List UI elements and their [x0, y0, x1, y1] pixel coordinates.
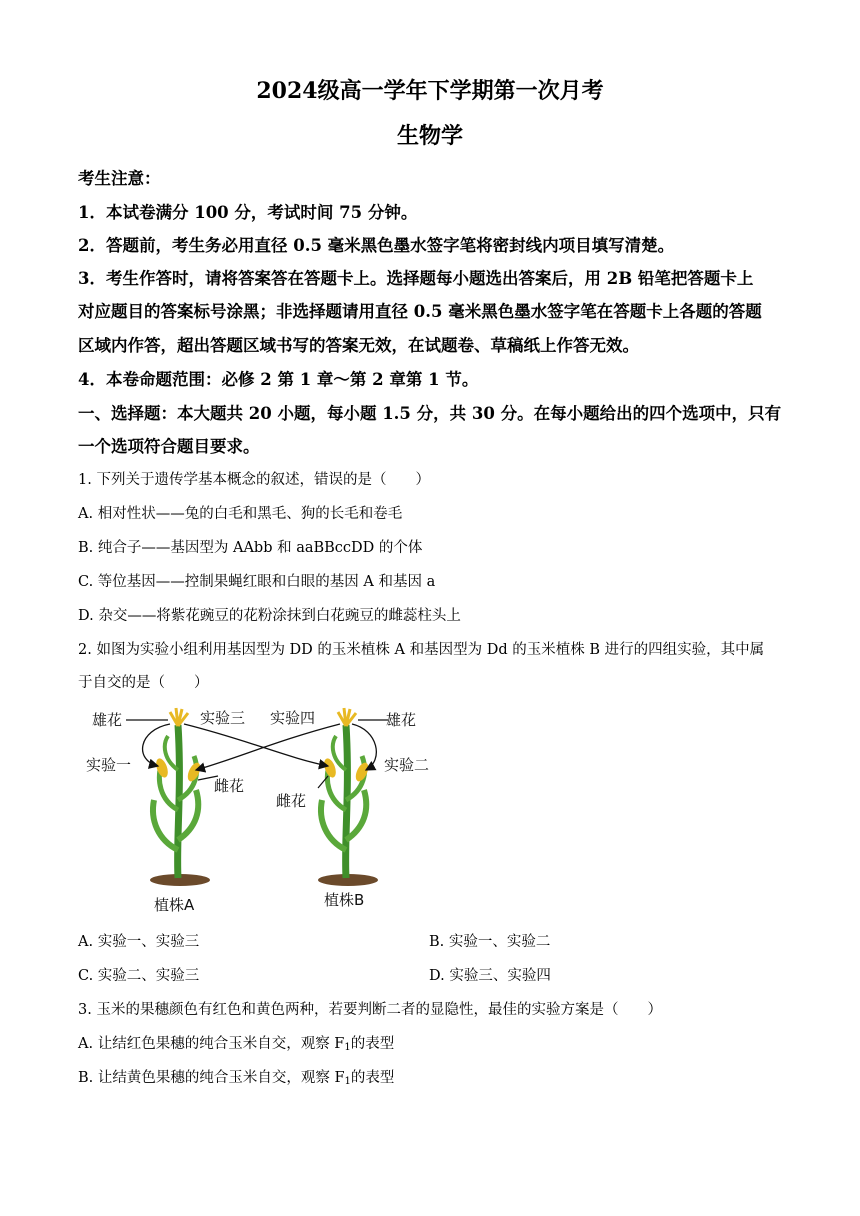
label-exp4: 实验四 — [270, 709, 316, 727]
plant-a — [150, 708, 210, 886]
label-male-flower-left: 雄花 — [92, 711, 123, 729]
q3-stem: 3. 玉米的果穗颜色有红色和黄色两种，若要判断二者的显隐性，最佳的实验方案是（ ） — [78, 1002, 662, 1018]
label-exp1: 实验一 — [86, 756, 132, 774]
label-female-left: 雌花 — [214, 777, 245, 795]
exam-title: 2024级高一学年下学期第一次月考 — [256, 78, 604, 104]
q3-option-b-sub: 1 — [344, 1076, 351, 1087]
q2-stem-cont: 于自交的是（ ） — [78, 675, 209, 691]
q1-option-d: D. 杂交——将紫花豌豆的花粉涂抹到白花豌豆的雌蕊柱头上 — [78, 608, 461, 624]
q1-stem: 1. 下列关于遗传学基本概念的叙述，错误的是（ ） — [78, 472, 430, 488]
plant-b — [318, 708, 378, 886]
q3-option-b — [78, 1066, 784, 1087]
notice-heading: 考生注意： — [78, 169, 161, 188]
section-heading-cont: 一个选项符合题目要求。 — [78, 437, 260, 456]
label-plant-a: 植株A — [154, 896, 195, 914]
q2-stem: 2. 如图为实验小组利用基因型为 DD 的玉米植株 A 和基因型为 Dd 的玉米植株 B 进行的四组实验，其中属 — [78, 642, 765, 658]
corn-experiment-figure — [78, 700, 448, 920]
label-male-flower-right: 雄花 — [386, 711, 417, 729]
notice-item-1: 1．本试卷满分 100 分，考试时间 75 分钟。 — [78, 203, 418, 222]
q3-option-a-suffix: 的表型 — [350, 1036, 395, 1052]
label-female-right: 雌花 — [276, 792, 307, 810]
q3-option-a-sub: 1 — [344, 1042, 351, 1053]
q3-option-a — [78, 1032, 784, 1053]
notice-item-2: 2．答题前，考生务必用直径 0.5 毫米黑色墨水签字笔将密封线内项目填写清楚。 — [78, 236, 675, 255]
label-exp2: 实验二 — [384, 756, 430, 774]
section-heading: 一、选择题：本大题共 20 小题，每小题 1.5 分，共 30 分。在每小题给出的四个选项中，只有 — [78, 404, 782, 423]
notice-item-3: 3．考生作答时，请将答案答在答题卡上。选择题每小题选出答案后，用 2B 铅笔把答题卡上 — [78, 269, 754, 288]
label-exp3: 实验三 — [200, 709, 246, 727]
q1-option-a: A. 相对性状——兔的白毛和黑毛、狗的长毛和卷毛 — [78, 506, 403, 522]
q2-option-a: A. 实验一、实验三 — [78, 934, 200, 950]
q3-option-b-text: B. 让结黄色果穗的纯合玉米自交，观察 F — [78, 1070, 345, 1086]
q2-option-b: B. 实验一、实验二 — [429, 934, 551, 950]
q1-option-b: B. 纯合子——基因型为 AAbb 和 aaBBccDD 的个体 — [78, 540, 423, 556]
notice-item-3-cont: 对应题目的答案标号涂黑；非选择题请用直径 0.5 毫米黑色墨水签字笔在答题卡上各题的答题 — [78, 302, 762, 321]
q3-option-a-text: A. 让结红色果穗的纯合玉米自交，观察 F — [78, 1036, 345, 1052]
q1-option-c: C. 等位基因——控制果蝇红眼和白眼的基因 A 和基因 a — [78, 574, 436, 590]
notice-item-4: 4．本卷命题范围：必修 2 第 1 章～第 2 章第 1 节。 — [78, 370, 479, 389]
notice-item-3-cont2: 区域内作答，超出答题区域书写的答案无效，在试题卷、草稿纸上作答无效。 — [78, 336, 639, 355]
q2-option-c: C. 实验二、实验三 — [78, 968, 200, 984]
exp4-arrow — [196, 724, 340, 770]
exp3-arrow — [184, 724, 328, 766]
label-plant-b: 植株B — [324, 891, 365, 909]
q3-option-b-suffix: 的表型 — [350, 1070, 395, 1086]
q2-option-d: D. 实验三、实验四 — [429, 968, 551, 984]
exam-subject: 生物学 — [396, 123, 463, 149]
corn-figure-svg — [78, 700, 448, 920]
